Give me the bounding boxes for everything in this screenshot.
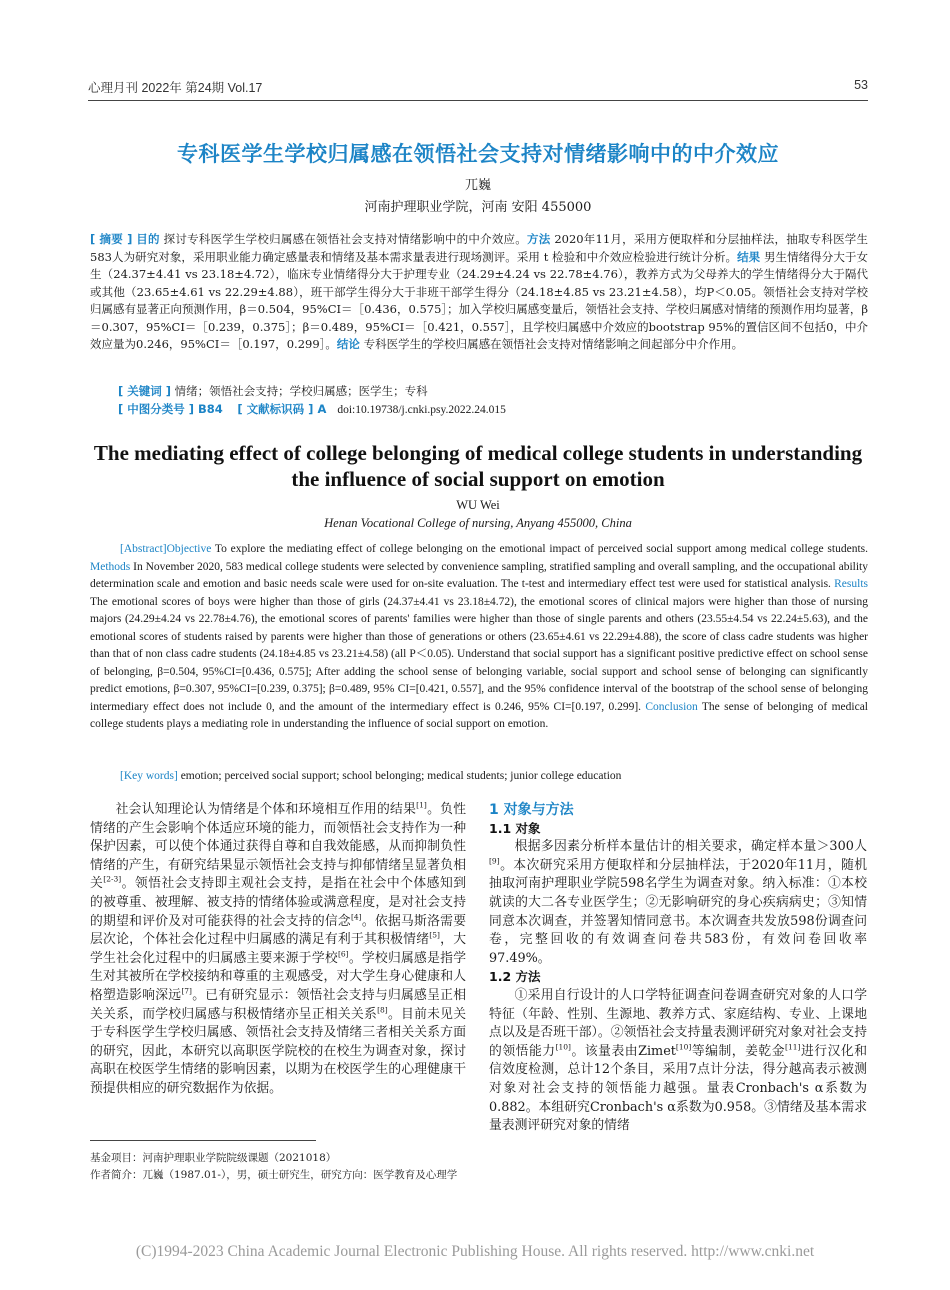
objective-en: To explore the mediating effect of college belonging on the emotional impact of perceived social support among medical college students.: [211, 543, 868, 555]
methods-label-cn: 方法: [526, 232, 551, 246]
conclusion-label-en: Conclusion: [645, 700, 698, 713]
classification-line: [118, 401, 506, 420]
conclusion-label-cn: 结论: [336, 337, 360, 351]
results-en: The emotional scores of boys were higher than those of girls (24.37±4.41 vs 23.18±4.72), the emotional scores of clinical majors were higher than those of nursing majors (24.29±4.24 vs 22.78±4.76), the emotional scores of parents' families were higher than those of single parents and others (23.55±4.54 vs 22.24±5.63), and the emotional scores of students raised by parents were higher than those of generations or others (23.65±4.61 vs 22.29±4.88), the score of class cadre students was higher than that of non class cadre students (24.18±4.85 vs 23.21±4.58) (all P＜0.05). Understand that social support has a significant positive predictive effect on school sense of belonging, β=0.504, 95%CI=[0.436, 0.575]; After adding the school sense of belonging variable, social support and school sense of belonging can significantly predict emotions, β=0.307, 95%CI=[0.239, 0.375]; β=0.489, 95% CI=[0.421, 0.557], and the 95% confidence interval of the bootstrap of the school sense of belonging intermediary effect does not include 0, and the amount of the intermediary effect is 0.246, 95% CI=[0.197, 0.299].: [90, 595, 868, 713]
results-label-en: Results: [834, 578, 868, 590]
objective-cn: 探讨专科医学生学校归属感在领悟社会支持对情绪影响中的中介效应。: [159, 232, 527, 246]
doc-code-label: [ 文献标识码 ] A: [237, 402, 327, 416]
footnote-author-bio: 作者简介：兀巍（1987.01-），男，硕士研究生，研究方向：医学教育及心理学: [90, 1169, 458, 1181]
subsection-heading-1-2: 1.2 方法: [489, 969, 541, 985]
keywords-cn-text: 情绪；领悟社会支持；学校归属感；医学生；专科: [171, 384, 428, 398]
affiliation-en: Henan Vocational College of nursing, Anyang 455000, China: [324, 516, 632, 530]
journal-header: 心理月刊 2022年 第24期 Vol.17: [88, 81, 263, 95]
keywords-cn-label: [ 关键词 ]: [118, 384, 172, 398]
cnki-watermark: (C)1994-2023 China Academic Journal Electronic Publishing House. All rights reserved. http://www.cnki.net: [135, 1243, 815, 1260]
page-number: 53: [854, 78, 868, 92]
title-cn: 专科医学生学校归属感在领悟社会支持对情绪影响中的中介效应: [177, 142, 779, 166]
subjects-paragraph: 根据多因素分析样本量估计的相关要求，确定样本量＞300人[9]。本次研究采用方便取样和分层抽样法，于2020年11月，随机抽取河南护理职业学院598名学生为调查对象。纳入标准：①本校就读的大二各专业医学生；②无影响研究的身心疾病病史；③知情同意本次调查，并签署知情同意书。本次调查共发放598份调查问卷，完整回收的有效调查问卷共583份，有效问卷回收率97.49%。: [489, 839, 867, 966]
results-label-cn: 结果: [737, 249, 761, 264]
objective-label-en: Objective: [166, 543, 212, 555]
methods-column: [489, 801, 867, 1136]
header-rule: [88, 100, 868, 101]
keywords-en-label: [Key words]: [120, 770, 178, 782]
keywords-cn: [118, 383, 428, 401]
author-cn: 兀巍: [464, 178, 491, 193]
methods-en: In November 2020, 583 medical college students were selected by convenience sampling, stratified sampling and overall sampling, and the occupational ability determination scale and emotion and basic needs scale were used for on-site evaluation. The t-test and intermediary effect test were used for statistical analysis.: [90, 560, 868, 590]
keywords-en-text: emotion; perceived social support; school belonging; medical students; junior college education: [177, 770, 622, 782]
intro-column: [90, 801, 466, 1099]
conclusion-cn: 专科医学生的学校归属感在领悟社会支持对情绪影响之间起部分中介作用。: [359, 337, 744, 351]
affiliation-cn: 河南护理职业学院，河南 安阳 455000: [364, 200, 592, 215]
methods-cn: 2020年11月，采用方便取样和分层抽样法，抽取专科医学生583人为研究对象，采用职业能力确定感量表和情绪及基本需求量表进行现场测评。采用 t 检验和中介效应检验进行统计分析。: [90, 232, 869, 264]
abstract-en: [90, 541, 868, 734]
clc-label: [ 中图分类号 ] B84: [118, 402, 223, 416]
keywords-en: [120, 768, 621, 786]
doi: doi:10.19738/j.cnki.psy.2022.24.015: [337, 404, 506, 416]
section-heading-1: 1 对象与方法: [489, 802, 574, 818]
objective-label-cn: 目的: [136, 232, 160, 246]
abstract-cn-label: [ 摘要 ]: [90, 232, 133, 246]
abstract-cn: [90, 231, 868, 354]
title-en: The mediating effect of college belonging of medical college students in understanding the influence of social support on emotion: [93, 441, 863, 491]
footnote-fund: 基金项目：河南护理职业学院院级课题（2021018）: [90, 1152, 337, 1164]
abstract-en-label: [Abstract]: [120, 543, 167, 555]
subsection-heading-1-1: 1.1 对象: [489, 820, 541, 836]
footnote-rule: [90, 1140, 316, 1141]
intro-paragraph: 社会认知理论认为情绪是个体和环境相互作用的结果[1]。负性情绪的产生会影响个体适应环境的能力，而领悟社会支持作为一种保护因素，可以使个体通过获得自尊和自我效能感，从而抑制负性情绪的产生，有研究结果显示领悟社会支持与抑郁情绪呈显著负相关[2-3]。领悟社会支持即主观社会支持，是指在社会中个体感知到的被尊重、被理解、被支持的情绪体验或满意程度，是对社会支持的期望和评价及对可能获得的社会支持的信念[4]。依据马斯洛需要层次论，个体社会化过程中归属感的满足有利于其积极情绪[5]，大学生社会化过程中的归属感主要来源于学校[6]。学校归属感是指学生对其被所在学校接纳和尊重的主观感受，对大学生身心健康和人格塑造影响深远[7]。已有研究显示：领悟社会支持与归属感呈正相关关系，而学校归属感与积极情绪亦呈正相关关系[8]。目前未见关于专科医学生学校归属感、领悟社会支持及情绪三者相关关系方面的研究，因此，本研究以高职医学院校的在校生为调查对象，探讨高职在校医学生情绪的影响因素，以期为在校医学生的心理健康干预提供相应的研究数据作为依据。: [90, 800, 467, 1096]
methods-label-en: Methods: [90, 560, 131, 573]
methods-paragraph: ①采用自行设计的人口学特征调查问卷调查研究对象的人口学特征（年龄、性别、生源地、教养方式、家庭结构、专业、上课地点以及是否班干部）。②领悟社会支持量表测评研究对象对社会支持的领悟能力[10]。该量表由Zimet[10]等编制，姜乾金[11]进行汉化和信效度检测，总计12个条目，采用7点计分法，得分越高表示被测对象对社会支持的领悟能力越强。量表Cronbach's α系数为0.882。本组研究Cronbach's α系数为0.958。③情绪及基本需求量表测评研究对象的情绪: [489, 987, 868, 1134]
conclusion-en: The sense of belonging of medical college students plays a mediating role in understanding the influence of social support on emotion.: [90, 700, 868, 730]
results-cn: 男生情绪得分大于女生（24.37±4.41 vs 23.18±4.72），临床专业情绪得分大于护理专业（24.29±4.24 vs 22.78±4.76），教养方式为父母养大的学生情绪得分大于隔代或其他（23.65±4.61 vs 22.29±4.88），班干部学生得分大于非班干部学生得分（24.18±4.85 vs 23.21±4.58），均P＜0.05。领悟社会支持对学校归属感有显著正向预测作用，β＝0.504，95%CI＝［0.436，0.575］；加入学校归属感变量后，领悟社会支持、学校归属感对情绪的预测作用均显著，β＝0.307，95%CI＝［0.239，0.375］；β＝0.489，95%CI＝［0.421，0.557］，且学校归属感中介效应的bootstrap 95%的置信区间不包括0，中介效应量为0.246，95%CI＝［0.197，0.299］。: [90, 249, 869, 351]
author-en: WU Wei: [456, 498, 500, 512]
